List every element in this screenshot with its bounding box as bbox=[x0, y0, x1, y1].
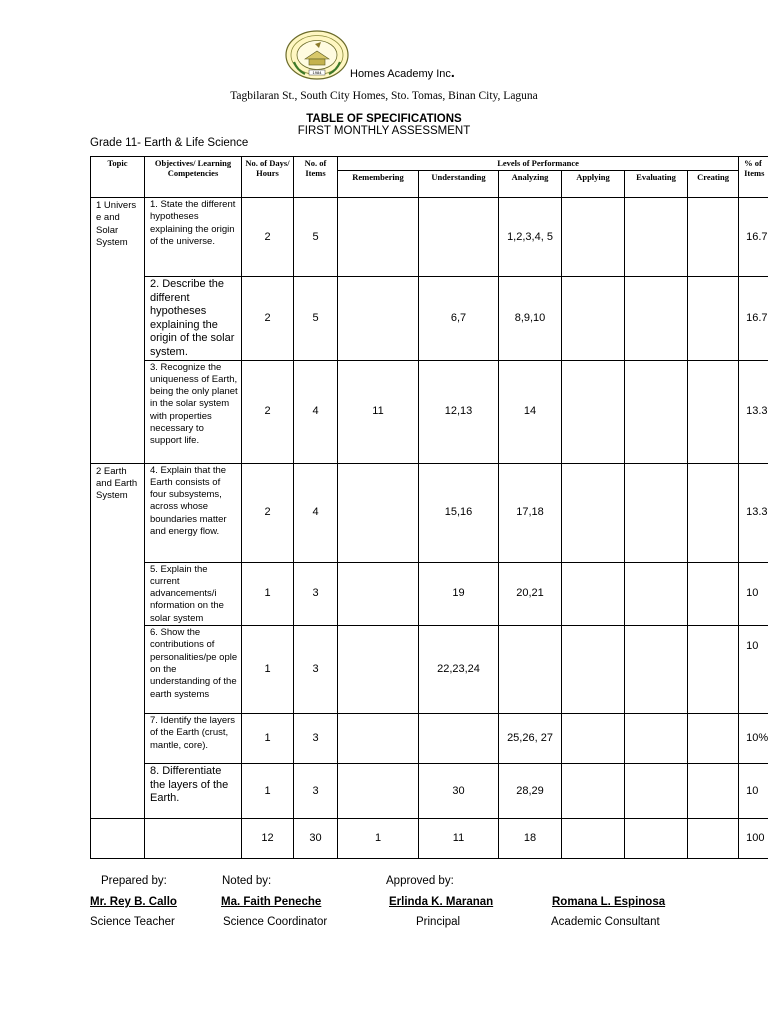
percent-cell: 10 bbox=[739, 626, 768, 714]
remembering-cell bbox=[338, 562, 419, 625]
header-topic: Topic bbox=[91, 157, 145, 198]
totals-row bbox=[91, 819, 768, 859]
school-name-suffix: . bbox=[450, 64, 455, 80]
specifications-table bbox=[90, 156, 768, 859]
consultant-role: Academic Consultant bbox=[551, 916, 660, 928]
applying-cell bbox=[562, 626, 625, 714]
days-cell: 2 bbox=[242, 463, 294, 562]
days-cell: 1 bbox=[242, 562, 294, 625]
table-row bbox=[91, 463, 768, 562]
evaluating-cell bbox=[625, 764, 688, 819]
understanding-cell bbox=[419, 714, 499, 764]
total-applying-cell bbox=[562, 819, 625, 859]
table-row bbox=[91, 360, 768, 463]
header-objectives: Objectives/ Learning Competencies bbox=[145, 157, 242, 198]
items-cell: 3 bbox=[294, 714, 338, 764]
days-cell: 1 bbox=[242, 626, 294, 714]
document-subtitle: FIRST MONTHLY ASSESSMENT bbox=[297, 125, 471, 137]
total-percent-cell: 100 bbox=[739, 819, 768, 859]
school-name bbox=[350, 64, 455, 80]
header-days: No. of Days/ Hours bbox=[242, 157, 294, 198]
items-cell: 4 bbox=[294, 463, 338, 562]
days-cell: 1 bbox=[242, 714, 294, 764]
objective-cell: 3. Recognize the uniqueness of Earth, being the only planet in the solar system with properties necessary to support life. bbox=[145, 360, 242, 463]
percent-cell: 16.7 bbox=[739, 277, 768, 361]
total-understanding-cell: 11 bbox=[419, 819, 499, 859]
items-cell: 3 bbox=[294, 626, 338, 714]
analyzing-cell: 1,2,3,4, 5 bbox=[499, 198, 562, 277]
approved-by-label: Approved by: bbox=[386, 875, 454, 887]
analyzing-cell bbox=[499, 626, 562, 714]
objective-cell: 4. Explain that the Earth consists of four subsystems, across whose boundaries matter and energy flow. bbox=[145, 463, 242, 562]
analyzing-cell: 14 bbox=[499, 360, 562, 463]
header-percent: % of Items bbox=[739, 157, 768, 198]
creating-cell bbox=[688, 277, 739, 361]
prepared-by-name: Mr. Rey B. Callo bbox=[90, 896, 177, 908]
percent-cell: 13.3 bbox=[739, 360, 768, 463]
percent-cell: 13.3 bbox=[739, 463, 768, 562]
creating-cell bbox=[688, 198, 739, 277]
header-understanding: Understanding bbox=[419, 171, 499, 198]
topic-cell: 1 Univers e and Solar System bbox=[91, 198, 145, 464]
header-levels: Levels of Performance bbox=[338, 157, 739, 171]
signature-block bbox=[0, 870, 768, 940]
days-cell: 2 bbox=[242, 360, 294, 463]
creating-cell bbox=[688, 360, 739, 463]
grade-subject: Grade 11- Earth & Life Science bbox=[90, 137, 249, 149]
remembering-cell: 11 bbox=[338, 360, 419, 463]
total-days-cell: 12 bbox=[242, 819, 294, 859]
evaluating-cell bbox=[625, 360, 688, 463]
noted-by-label: Noted by: bbox=[222, 875, 272, 887]
table-row bbox=[91, 198, 768, 277]
items-cell: 3 bbox=[294, 562, 338, 625]
table-row bbox=[91, 764, 768, 819]
objective-cell: 2. Describe the different hypotheses explaining the origin of the solar system. bbox=[145, 277, 242, 361]
school-logo-icon bbox=[285, 30, 349, 80]
items-cell: 5 bbox=[294, 198, 338, 277]
applying-cell bbox=[562, 562, 625, 625]
understanding-cell: 12,13 bbox=[419, 360, 499, 463]
evaluating-cell bbox=[625, 626, 688, 714]
header-creating: Creating bbox=[688, 171, 739, 198]
days-cell: 2 bbox=[242, 198, 294, 277]
table-row bbox=[91, 562, 768, 625]
creating-cell bbox=[688, 626, 739, 714]
table-header-row bbox=[91, 157, 768, 171]
topic-cell: 2 Earth and Earth System bbox=[91, 463, 145, 818]
document-title: TABLE OF SPECIFICATIONS bbox=[306, 113, 462, 125]
analyzing-cell: 20,21 bbox=[499, 562, 562, 625]
items-cell: 4 bbox=[294, 360, 338, 463]
principal-role: Principal bbox=[416, 916, 461, 928]
prepared-by-role: Science Teacher bbox=[90, 916, 175, 928]
objective-cell: 1. State the different hypotheses explaining the origin of the universe. bbox=[145, 198, 242, 277]
objective-cell: 8. Differentiate the layers of the Earth. bbox=[145, 764, 242, 819]
total-creating-cell bbox=[688, 819, 739, 859]
items-cell: 5 bbox=[294, 277, 338, 361]
document-header bbox=[0, 0, 768, 150]
totals-objective-cell bbox=[145, 819, 242, 859]
analyzing-cell: 25,26, 27 bbox=[499, 714, 562, 764]
evaluating-cell bbox=[625, 463, 688, 562]
remembering-cell bbox=[338, 198, 419, 277]
days-cell: 2 bbox=[242, 277, 294, 361]
days-cell: 1 bbox=[242, 764, 294, 819]
remembering-cell bbox=[338, 463, 419, 562]
objective-cell: 6. Show the contributions of personalities/pe ople on the understanding of the earth systems bbox=[145, 626, 242, 714]
understanding-cell bbox=[419, 198, 499, 277]
total-evaluating-cell bbox=[625, 819, 688, 859]
applying-cell bbox=[562, 277, 625, 361]
evaluating-cell bbox=[625, 198, 688, 277]
school-name-text: Homes Academy Inc bbox=[350, 68, 451, 80]
percent-cell: 10% bbox=[739, 714, 768, 764]
analyzing-cell: 17,18 bbox=[499, 463, 562, 562]
total-remembering-cell: 1 bbox=[338, 819, 419, 859]
analyzing-cell: 28,29 bbox=[499, 764, 562, 819]
remembering-cell bbox=[338, 764, 419, 819]
header-evaluating: Evaluating bbox=[625, 171, 688, 198]
evaluating-cell bbox=[625, 277, 688, 361]
understanding-cell: 22,23,24 bbox=[419, 626, 499, 714]
understanding-cell: 19 bbox=[419, 562, 499, 625]
applying-cell bbox=[562, 198, 625, 277]
percent-cell: 10 bbox=[739, 562, 768, 625]
header-analyzing: Analyzing bbox=[499, 171, 562, 198]
address-text: Tagbilaran St., South City Homes, Sto. Tomas, Binan City, Laguna bbox=[230, 90, 538, 102]
totals-topic-cell bbox=[91, 819, 145, 859]
analyzing-cell: 8,9,10 bbox=[499, 277, 562, 361]
percent-cell: 10 bbox=[739, 764, 768, 819]
remembering-cell bbox=[338, 277, 419, 361]
remembering-cell bbox=[338, 714, 419, 764]
creating-cell bbox=[688, 463, 739, 562]
logo-year: 1984 bbox=[312, 70, 322, 76]
noted-by-role: Science Coordinator bbox=[223, 916, 328, 928]
objective-cell: 5. Explain the current advancements/i nformation on the solar system bbox=[145, 562, 242, 625]
principal-name: Erlinda K. Maranan bbox=[389, 896, 494, 908]
header-remembering: Remembering bbox=[338, 171, 419, 198]
school-address bbox=[0, 90, 768, 102]
total-analyzing-cell: 18 bbox=[499, 819, 562, 859]
header-applying: Applying bbox=[562, 171, 625, 198]
creating-cell bbox=[688, 562, 739, 625]
creating-cell bbox=[688, 764, 739, 819]
creating-cell bbox=[688, 714, 739, 764]
applying-cell bbox=[562, 714, 625, 764]
table-row bbox=[91, 626, 768, 714]
understanding-cell: 6,7 bbox=[419, 277, 499, 361]
consultant-name: Romana L. Espinosa bbox=[552, 896, 666, 908]
noted-by-name: Ma. Faith Peneche bbox=[221, 896, 322, 908]
table-row bbox=[91, 714, 768, 764]
table-row bbox=[91, 277, 768, 361]
header-items: No. of Items bbox=[294, 157, 338, 198]
prepared-by-label: Prepared by: bbox=[101, 875, 167, 887]
total-items-cell: 30 bbox=[294, 819, 338, 859]
understanding-cell: 30 bbox=[419, 764, 499, 819]
items-cell: 3 bbox=[294, 764, 338, 819]
applying-cell bbox=[562, 764, 625, 819]
evaluating-cell bbox=[625, 562, 688, 625]
applying-cell bbox=[562, 360, 625, 463]
understanding-cell: 15,16 bbox=[419, 463, 499, 562]
remembering-cell bbox=[338, 626, 419, 714]
objective-cell: 7. Identify the layers of the Earth (crust, mantle, core). bbox=[145, 714, 242, 764]
applying-cell bbox=[562, 463, 625, 562]
evaluating-cell bbox=[625, 714, 688, 764]
percent-cell: 16.7 bbox=[739, 198, 768, 277]
